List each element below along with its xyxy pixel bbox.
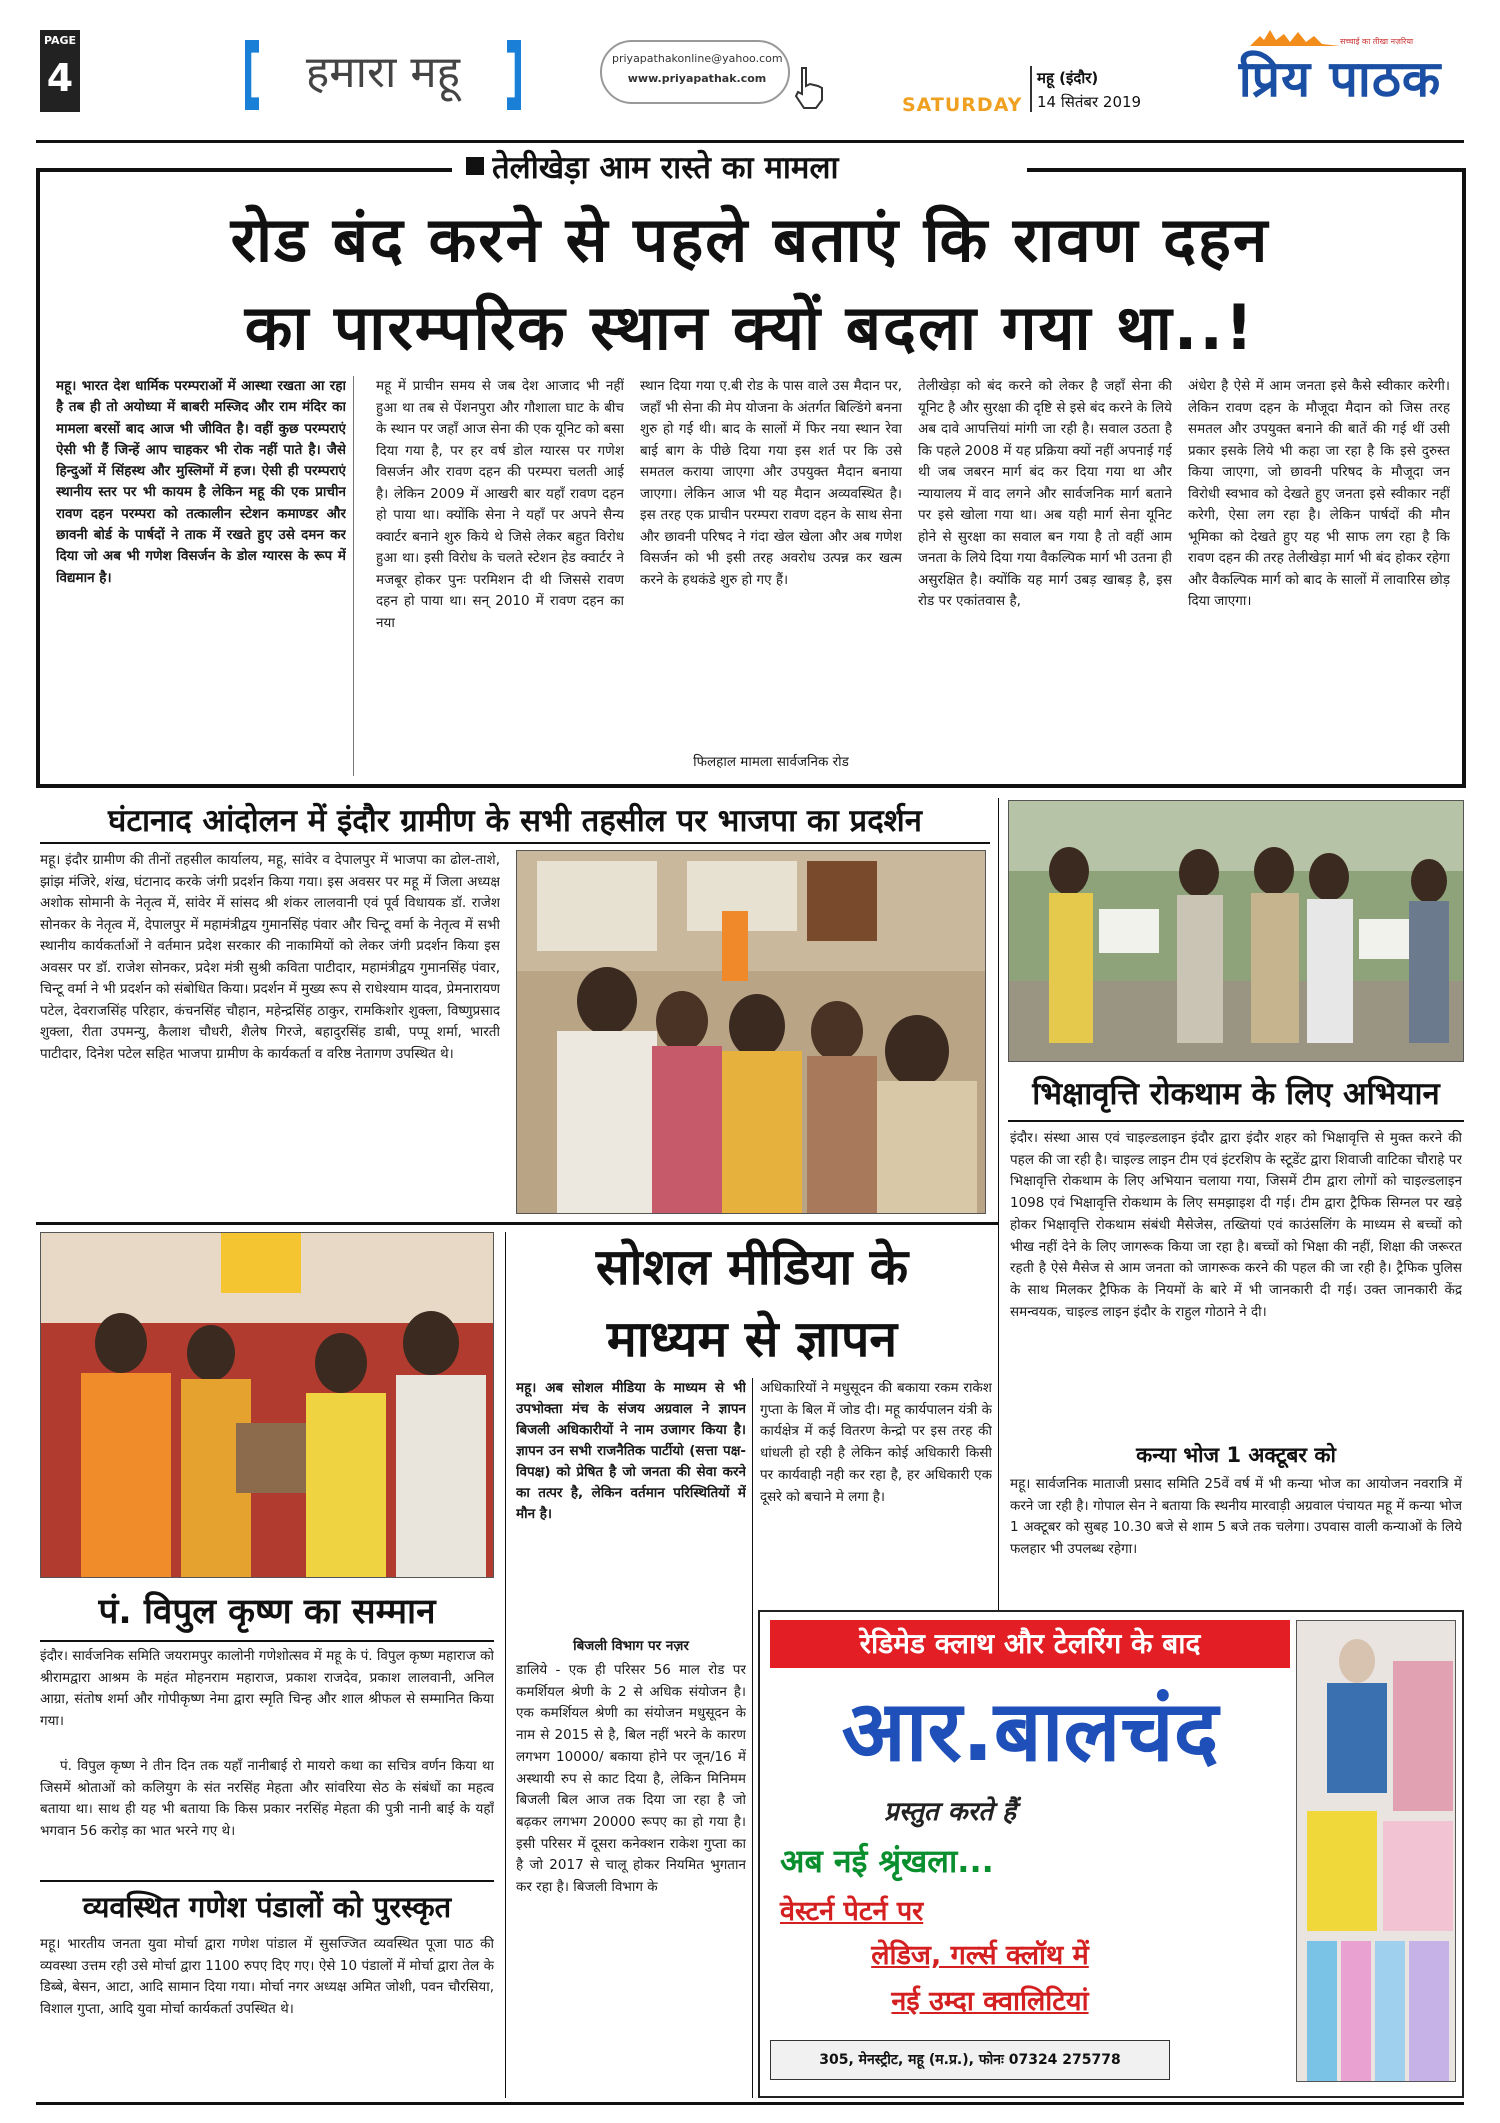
- ganesh-headline: व्यवस्थित गणेश पंडालों को पुरस्कृत: [82, 1890, 452, 1924]
- ganesh-body: महू। भारतीय जनता युवा मोर्चा द्वारा गणेश पांडाल में सुसज्जित व्यवस्थित पूजा पाठ की व्यवस्था उत्तम रही उसे मोर्चा द्वारा 1100 रुपए दिए गए। ऐसे 10 पंडालों में मोर्चा द्वारा तेल के डिब्बे, बेसन, आटा, आदि सामान दिया गया। मोर्चा नगर अध्यक्ष अमित जोशी, पवन चौरसिया, विशाल गुप्ता, आदि युवा मोर्चा कार्यकर्ता उपस्थित थे।: [40, 1936, 494, 2018]
- lead-kicker: तेलीखेड़ा आम रास्ते का मामला: [492, 150, 839, 186]
- kicker-square-icon: [466, 157, 484, 175]
- masthead-divider: [1030, 66, 1032, 112]
- lead-col2: स्थान दिया गया ए.बी रोड के पास वाले उस मैदान पर, जहाँ भी सेना की मेप योजना के अंतर्गत बिल्डिंगे बनना शुरु हो गई थी। बाद के सालों में फिर नया स्थान रेवा बाई बाग के पीछे दिया गया इस शर्त पर कि उसे समतल कराया जाएगा और उपयुक्त मैदान बनाया जाएगा। लेकिन आज भी यह मैदान अव्यवस्थित है। इस तरह एक प्राचीन परम्परा रावण दहन के साथ सेना और छावनी परिषद ने गंदा खेल खेला और अब गणेश विसर्जन को भी इसी तरह अवरोध उत्पन्न कर खत्म करने के हथकंडे शुरु हो गए हैं।: [640, 378, 902, 588]
- website-link[interactable]: www.priyapathak.com: [627, 72, 767, 85]
- social-lead: महू। अब सोशल मीडिया के माध्यम से भी उपभोक्ता मंच के संजय अग्रवाल ने ज्ञापन बिजली अधिकारीयों ने नाम उजागर किया है। ज्ञापन उन सभी राजनैतिक पार्टीयो (सत्ता पक्ष-विपक्ष) को प्रेषित है जो जनता की सेवा करने का तत्पर है, लेकिन वर्तमान परिस्थितियों में मौन है।: [516, 1380, 746, 1522]
- kanya-headline: कन्या भोज 1 अक्टूबर को: [1136, 1443, 1336, 1467]
- social-body-left: डालिये - एक ही परिसर 56 माल रोड पर कमर्शियल श्रेणी के 2 से अधिक संयोजन है। एक कमर्शियल श्रेणी का संयोजन मधुसूदन के नाम से 2015 से है, बिल नहीं भरने के कारण लगभग 10000/ बकाया होने पर जून/16 में अस्थायी रुप से काट दिया है, लेकिन मिनिमम बिजली बिल आज तक दिया जा रहा है जो बढ़कर लगभग 20000 रूपए का हो गया है। इसी परिसर में दूसरा कनेक्शन राकेश गुप्ता का है जो 2017 से चालू होकर नियमित भुगतान कर रहा है। बिजली विभाग के: [516, 1662, 746, 1896]
- page-number: 4: [46, 56, 74, 100]
- ad-presents: प्रस्तुत करते हैं: [884, 1797, 1016, 1827]
- ghantanad-rule: [40, 842, 990, 844]
- ad-line2: लेडिज, गर्ल्स क्लॉथ में: [871, 1940, 1089, 1971]
- ad-address: 305, मेनस्ट्रीट, महू (म.प्र.), फोनः 07324 275778: [819, 2052, 1121, 2068]
- social-subhead: बिजली विभाग पर नज़र: [573, 1638, 689, 1654]
- masthead-rule: [36, 140, 1464, 143]
- social-body-right: अधिकारियों ने मधुसूदन की बकाया रकम राकेश गुप्ता के बिल में जोड दी। महू कार्यपालन यंत्री के कार्यक्षेत्र में कई वितरण केन्द्रो पर इस तरह की धांधली हो रही है लेकिन कोई अधिकारी किसी पर कार्यवाही नही कर रहा है, हर अधिकारी एक दूसरे को बचाने मे लगा है।: [760, 1380, 992, 1505]
- kanya-body: महू। सार्वजनिक माताजी प्रसाद समिति 25वें वर्ष में भी कन्या भोज का आयोजन नवरात्रि में करने जा रही है। गोपाल सेन ने बताया कि स्थनीय मारवाड़ी अग्रवाल पंचायत महू में कन्या भोज 1 अक्टूबर को सुबह 10.30 बजे से शाम 5 बजे तक चलेगा। उपवास वाली कन्याओं के लिये फलहार भी उपलब्ध रहेगा।: [1010, 1476, 1462, 1558]
- vipul-body: इंदौर। सार्वजनिक समिति जयरामपुर कालोनी गणेशोत्सव में महू के पं. विपुल कृष्ण महाराज को श्रीरामद्वारा आश्रम के महंत मोहनराम महाराज, प्रकाश राजदेव, प्रकाश लालवानी, अनिल आग्रा, संतोष शर्मा और गोपीकृष्ण नेमा द्वारा स्मृति चिन्ह और शाल श्रीफल से सम्मानित किया गया।: [40, 1648, 494, 1730]
- pointer-hand-icon: [792, 66, 828, 110]
- city-label: महू (इंदौर): [1037, 69, 1099, 87]
- ad-brand: आर.बालचंद: [841, 1682, 1219, 1780]
- social-headline-line2: माध्यम से ज्ञापन: [606, 1310, 898, 1368]
- lead-col2-end: फिलहाल मामला सार्वजनिक रोड: [693, 754, 849, 770]
- mid-rule: [36, 1222, 998, 1225]
- ad-line3: नई उम्दा क्वालिटियां: [891, 1986, 1089, 2017]
- child-line-campaign-photo: [1008, 800, 1464, 1062]
- vipul-body-2: पं. विपुल कृष्ण ने तीन दिन तक यहाँ नानीबाई रो मायरो कथा का सचित्र वर्णन किया था जिसमें श्रोताओं को कलियुग के संत नरसिंह मेहता और सांवरिया सेठ के संबंधों का महत्व बताया था। साथ ही यह भी बताया कि किस प्रकार नरसिंह मेहता की पुत्री नानी बाई के यहाँ भगवान 56 करोड़ का भात भरने गए थे।: [40, 1758, 494, 1840]
- section-bracket-left: [245, 40, 259, 110]
- column-divider-left: [505, 1232, 506, 2098]
- ad-clothing-photo: [1296, 1620, 1456, 2082]
- ghantanad-body: महू। इंदौर ग्रामीण की तीनों तहसील कार्यालय, महू, सांवेर व देपालपुर में भाजपा का ढोल-ताशे, झांझ मंजिरे, शंख, घंटानाद करके जंगी प्रदर्शन किया गया। इस अवसर पर महू में जिला अध्यक्ष अशोक सोमानी के नेतृत्व में, सांवेर में सांसद श्री शंकर लालवानी एवं पूर्व विधायक डॉ. राजेश सोनकर के नेतृत्व में, देपालपुर में महामंत्रीद्वय गुमानसिंह पंवार और चिन्टू वर्मा के नेतृत्व में सभी स्थानीय कार्यकर्ताओं ने वर्तमान प्रदेश सरकार की नाकामियों को लेकर जंगी प्रदर्शन किया इस अवसर पर डॉ. राजेश सोनकर, प्रदेश मंत्री सुश्री कविता पाटीदार, महामंत्रीद्वय गुमानसिंह पंवार, चिन्टू वर्मा ने भी प्रदर्शन को संबोधित किया। प्रदर्शन में मुख्य रूप से राधेश्याम यादव, प्रेमनारायण पटेल, देवराजसिंह परिहार, कंचनसिंह चौहान, महेन्द्रसिंह ठाकुर, रामकिशोर शुक्ला, विष्णुप्रसाद शुक्ला, रीता उपमन्यु, कैलाश चौधरी, शैलेष गिरजे, बहादुरसिंह डाबी, पप्पू शर्मा, भारती पाटीदार, दिनेश पटेल सहित भाजपा ग्रामीण के कार्यकर्ता व वरिष्ठ नेतागण उपस्थित थे।: [40, 852, 500, 1062]
- lead-headline-line2: का पारम्परिक स्थान क्यों बदला गया था..!: [244, 291, 1256, 364]
- section-title: हमारा महू: [305, 47, 461, 98]
- vipul-krishna-felicitation-photo: [40, 1232, 494, 1578]
- social-headline-line1: सोशल मीडिया के: [595, 1238, 909, 1296]
- bhiksha-body: इंदौर। संस्था आस एवं चाइल्डलाइन इंदौर द्वारा इंदौर शहर को भिक्षावृत्ति से मुक्त करने की पहल की जा रही है। चाइल्ड लाइन टीम एवं इंटरशिप के स्टूडेंट द्वारा शिवाजी वाटिका चौराहे पर भिक्षावृत्ति रोकथाम के लिए अभियान चलाया गया, जिसमें टीम द्वारा लोगों को चाइल्डलाइन 1098 एवं भिक्षावृत्ति रोकथाम के लिए समझाइश दी गई। टीम द्वारा ट्रैफिक सिग्नल पर खड़े होकर भिक्षावृत्ति रोकथाम संबंधी मैसेजेस, तख्तियां एवं काउंसलिंग के माध्यम से बच्चों को भीख नहीं देने के लिए जागरूक किया जा रहा है। बच्चों को भिक्षा की नहीं, शिक्षा की जरूरत रहती है ऐसे मैसेज से आम जनता को जागरूक करने की पहल की जा रही है। ट्रैफिक पुलिस के साथ मिलकर ट्रैफिक के नियमों के बारे में भी जानकारी दी गई। उक्त जानकारी केंद्र समन्वयक, चाइल्ड लाइन इंदौर के राहुल गोठाने ने दी।: [1010, 1130, 1462, 1320]
- newspaper-logo: प्रिय पाठक: [1238, 50, 1442, 108]
- vipul-rule: [40, 1640, 494, 1642]
- email-link[interactable]: priyapathakonline@yahoo.com: [612, 52, 783, 65]
- bhiksha-headline: भिक्षावृत्ति रोकथाम के लिए अभियान: [1032, 1076, 1440, 1112]
- section-bracket-right: [507, 40, 521, 110]
- lead-headline-line1: रोड बंद करने से पहले बताएं कि रावण दहन: [230, 203, 1270, 276]
- ad-new-series: अब नई श्रृंखला...: [780, 1842, 994, 1880]
- ad-top-banner: रेडिमेड क्लाथ और टेलरिंग के बाद: [859, 1627, 1201, 1660]
- social-col-divider: [752, 1378, 753, 2098]
- lead-col3: तेलीखेड़ा को बंद करने को लेकर है जहाँ सेना की यूनिट है और सुरक्षा की दृष्टि से इसे बंद करने के लिये अब दावे आपत्तियां मांगी जा रही है। सवाल उठता है कि पहले 2008 में यह प्रक्रिया क्यों नहीं अपनाई गई थी जब जबरन मार्ग बंद कर दिया गया था और न्यायालय में वाद लगने और सार्वजनिक मार्ग बताने पर इसे खोला गया था। अब यही मार्ग सेना यूनिट होने से सुरक्षा का सवाल बन गया है तो वहीं आम जनता के लिये दिया गया वैकल्पिक मार्ग भी उतना ही असुरक्षित है। क्योंकि यह मार्ग उबड़ खाबड़ है, इस रोड पर एकांतवास है,: [918, 378, 1172, 609]
- lead-col1: महू में प्राचीन समय से जब देश आजाद भी नहीं हुआ था तब से पेंशनपुरा और गौशाला घाट के बीच के स्थान पर जहाँ आज सेना की एक यूनिट को बसा दिया गया है, पर हर वर्ष डोल ग्यारस पर गणेश विसर्जन और रावण दहन की परम्परा चलती आई है। लेकिन 2009 में आखरी बार यहाँ रावण दहन हो पाया था। क्योंकि सेना ने यहाँ पर अपने सैन्य क्वार्टर बनाने शुरु किये थे जिसे लेकर बहुत विरोध हुआ था। इसी विरोध के चलते स्टेशन हेड क्वार्टर ने मजबूर होकर पुनः परमिशन दी थी जिससे रावण दहन हो पाया था। सन् 2010 में रावण दहन का नया: [376, 378, 624, 631]
- lead-col4: अंधेरा है ऐसे में आम जनता इसे कैसे स्वीकार करेगी। लेकिन रावण दहन के मौजूदा मैदान को जिस तरह समतल और उपयुक्त बनाने की बातें की गई थीं उसी प्रकार इसके लिये भी कहा जा रहा है कि इसे दुरुस्त किया जाएगा, जो छावनी परिषद के मौजूदा जन विरोधी स्वभाव को देखते हुए जनता इसे स्वीकार नहीं करेगी, ऐसा लग रहा है। लेकिन पार्षदों की मौन भूमिका को देखते हुए यह भी साफ लग रहा है कि रावण दहन की तरह तेलीखेड़ा मार्ग भी बंद होकर रहेगा और वैकल्पिक मार्ग को बाद के सालों में लावारिस छोड़ दिया जाएगा।: [1188, 378, 1450, 609]
- bhiksha-rule: [1008, 1120, 1464, 1122]
- day-label: SATURDAY: [902, 94, 1023, 116]
- page-label: PAGE: [43, 34, 77, 47]
- ad-line1: वेस्टर्न पेटर्न पर: [780, 1896, 924, 1927]
- lead-intro: महू। भारत देश धार्मिक परम्पराओं में आस्था रखता आ रहा है तब ही तो अयोध्या में बाबरी मस्जिद और राम मंदिर का मामला बरसों बाद आज भी जीवित है। वहीं कुछ परम्पराएं ऐसी भी हैं जिन्हें आप चाहकर भी रोक नहीं पाते है। जैसे हिन्दुओं में सिंहस्थ और मुस्लिमों में हज। ऐसी ही परम्पराएं स्थानीय स्तर पर भी कायम है लेकिन महू की एक प्राचीन रावण दहन परम्परा को तत्कालीन स्टेशन कमाण्डर और छावनी बोर्ड के पार्षदों ने ताक में रखते हुए उसे दमन कर दिया जो अब भी गणेश विसर्जन के डोल ग्यारस के रूप में विद्यमान है।: [56, 378, 346, 586]
- city-skyline-icon: [1250, 24, 1340, 46]
- date-label: 14 सितंबर 2019: [1037, 93, 1142, 111]
- tagline: सच्चाई का तीखा नज़रिया: [1340, 37, 1414, 46]
- ghantanad-headline: घंटानाद आंदोलन में इंदौर ग्रामीण के सभी तहसील पर भाजपा का प्रदर्शन: [108, 803, 922, 839]
- bjp-protest-photo: [516, 850, 986, 1214]
- bottom-rule: [36, 2102, 1464, 2105]
- vipul-headline: पं. विपुल कृष्ण का सम्मान: [98, 1592, 436, 1632]
